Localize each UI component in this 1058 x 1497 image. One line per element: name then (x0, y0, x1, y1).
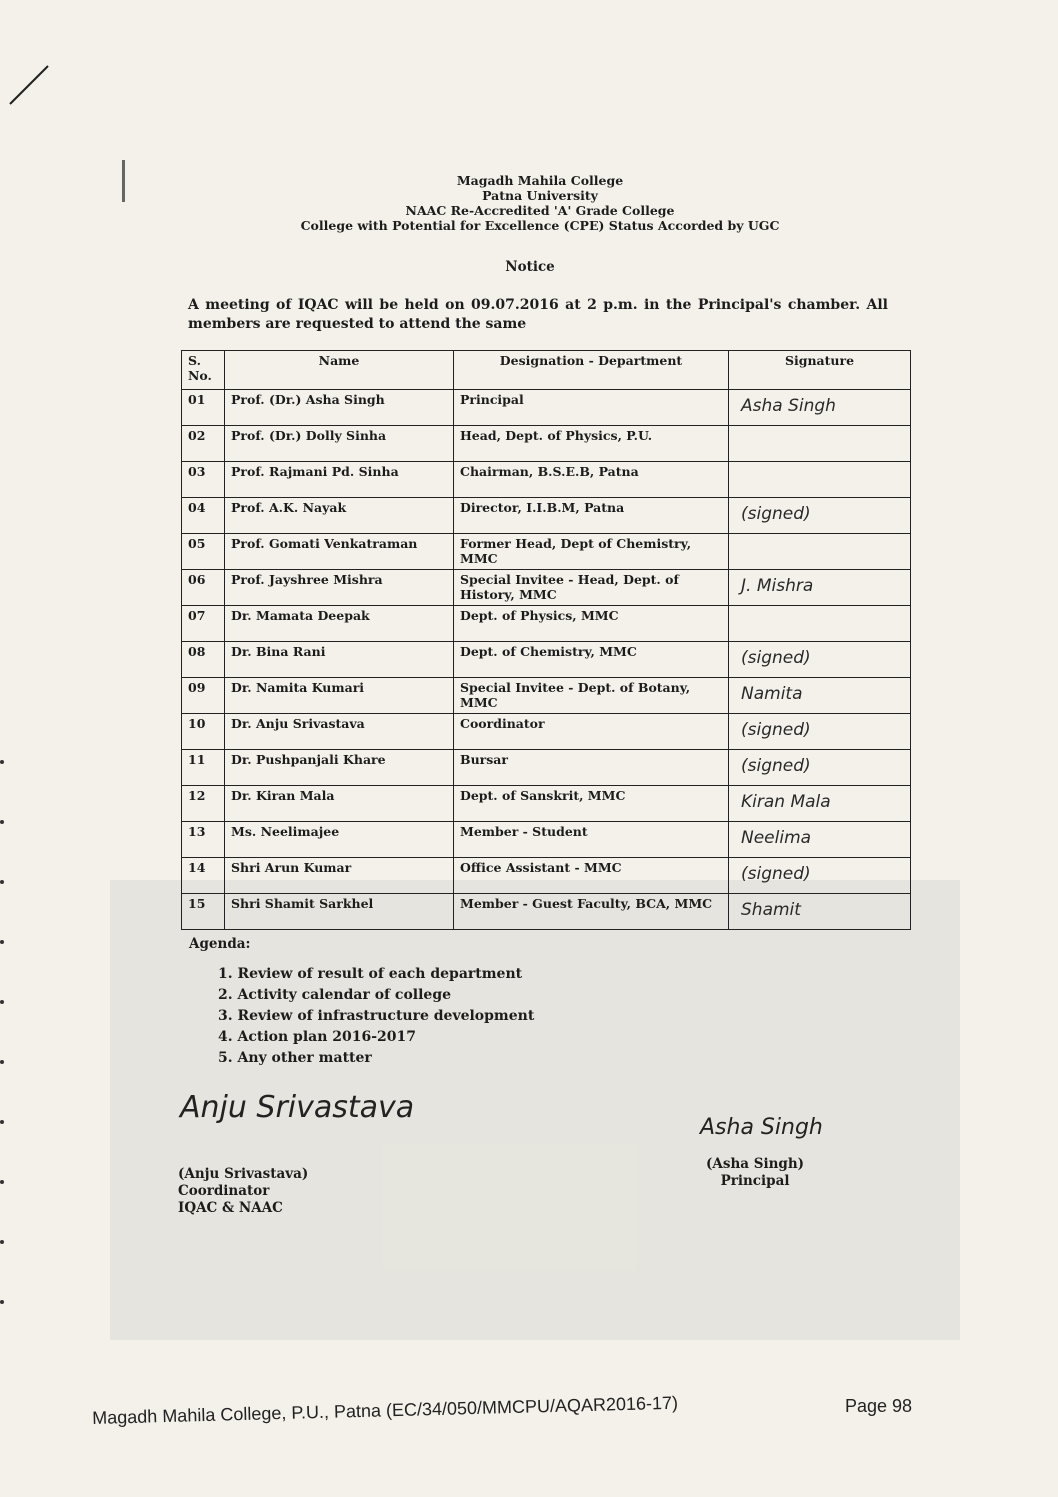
name-cell: Dr. Namita Kumari (225, 678, 454, 714)
signature-cell (729, 858, 911, 894)
serial-no-cell: 05 (182, 534, 225, 570)
name-cell: Prof. A.K. Nayak (225, 498, 454, 534)
signature-cell (729, 498, 911, 534)
table-row (182, 606, 911, 642)
name-cell: Prof. Gomati Venkatraman (225, 534, 454, 570)
agenda-list (218, 964, 534, 1069)
serial-no-cell: 02 (182, 426, 225, 462)
serial-no-cell: 13 (182, 822, 225, 858)
serial-no-cell: 14 (182, 858, 225, 894)
table-row (182, 570, 911, 606)
name-cell: Dr. Anju Srivastava (225, 714, 454, 750)
binding-holes (0, 760, 6, 1380)
designation-cell: Member - Guest Faculty, BCA, MMC (454, 894, 729, 930)
signature-cell (729, 570, 911, 606)
name-cell: Dr. Mamata Deepak (225, 606, 454, 642)
principal-block (706, 1156, 804, 1190)
agenda-item: 5. Any other matter (218, 1050, 372, 1066)
signature-cell (729, 786, 911, 822)
header-line-university: Patna University (482, 188, 598, 203)
serial-no-cell: 09 (182, 678, 225, 714)
designation-cell: Office Assistant - MMC (454, 858, 729, 894)
coordinator-signature: Anju Srivastava (180, 1090, 415, 1125)
pen-stroke-mark (6, 60, 56, 110)
signature-cell (729, 642, 911, 678)
table-row (182, 462, 911, 498)
table-row (182, 678, 911, 714)
notice-title: Notice (505, 259, 555, 275)
name-cell: Shri Arun Kumar (225, 858, 454, 894)
table-header-row (182, 351, 911, 390)
designation-cell: Member - Student (454, 822, 729, 858)
signature-cell (729, 822, 911, 858)
name-cell: Prof. Rajmani Pd. Sinha (225, 462, 454, 498)
designation-cell: Head, Dept. of Physics, P.U. (454, 426, 729, 462)
header-signature: Signature (729, 351, 911, 390)
designation-cell: Dept. of Physics, MMC (454, 606, 729, 642)
page-footer: Magadh Mahila College, P.U., Patna (EC/34/050/MMCPU/AQAR2016-17) (92, 1392, 679, 1428)
name-cell: Dr. Bina Rani (225, 642, 454, 678)
handwritten-signature: (signed) (741, 756, 811, 776)
designation-cell: Special Invitee - Dept. of Botany, MMC (454, 678, 729, 714)
signature-cell (729, 390, 911, 426)
agenda-item: 2. Activity calendar of college (218, 987, 452, 1003)
signature-cell (729, 678, 911, 714)
table-body (182, 390, 911, 930)
college-header (200, 173, 880, 233)
designation-cell: Dept. of Sanskrit, MMC (454, 786, 729, 822)
coordinator-org: IQAC & NAAC (178, 1200, 283, 1216)
handwritten-signature: Asha Singh (741, 396, 836, 416)
table-row (182, 642, 911, 678)
serial-no-cell: 01 (182, 390, 225, 426)
handwritten-signature: Namita (741, 684, 803, 704)
handwritten-signature: Shamit (741, 900, 801, 920)
handwritten-signature: (signed) (741, 648, 811, 668)
serial-no-cell: 11 (182, 750, 225, 786)
agenda-item: 1. Review of result of each department (218, 966, 523, 982)
designation-cell: Dept. of Chemistry, MMC (454, 642, 729, 678)
table-row (182, 390, 911, 426)
designation-cell: Principal (454, 390, 729, 426)
name-cell: Shri Shamit Sarkhel (225, 894, 454, 930)
coordinator-role: Coordinator (178, 1183, 270, 1199)
name-cell: Prof. (Dr.) Asha Singh (225, 390, 454, 426)
attendance-table (181, 350, 911, 930)
serial-no-cell: 07 (182, 606, 225, 642)
designation-cell: Director, I.I.B.M, Patna (454, 498, 729, 534)
handwritten-signature (735, 464, 904, 472)
signature-cell (729, 462, 911, 498)
serial-no-cell: 08 (182, 642, 225, 678)
table-row (182, 894, 911, 930)
serial-no-cell: 04 (182, 498, 225, 534)
table-row (182, 750, 911, 786)
agenda-title: Agenda: (189, 936, 251, 952)
designation-cell: Former Head, Dept of Chemistry, MMC (454, 534, 729, 570)
serial-no-cell: 15 (182, 894, 225, 930)
handwritten-signature: (signed) (741, 720, 811, 740)
serial-no-cell: 12 (182, 786, 225, 822)
serial-no-cell: 03 (182, 462, 225, 498)
designation-cell: Chairman, B.S.E.B, Patna (454, 462, 729, 498)
table-row (182, 822, 911, 858)
table-row (182, 426, 911, 462)
signature-cell (729, 750, 911, 786)
header-name: Name (225, 351, 454, 390)
agenda-item: 4. Action plan 2016-2017 (218, 1029, 417, 1045)
principal-name: (Asha Singh) (706, 1156, 805, 1172)
signature-cell (729, 426, 911, 462)
coordinator-block (178, 1166, 308, 1217)
agenda-item: 3. Review of infrastructure development (218, 1008, 535, 1024)
name-cell: Prof. (Dr.) Dolly Sinha (225, 426, 454, 462)
principal-signature: Asha Singh (700, 1115, 823, 1140)
table-row (182, 714, 911, 750)
designation-cell: Special Invitee - Head, Dept. of History, MMC (454, 570, 729, 606)
handwritten-signature (735, 536, 904, 544)
designation-cell: Coordinator (454, 714, 729, 750)
handwritten-signature: (signed) (741, 504, 811, 524)
header-line-accreditation: NAAC Re-Accredited 'A' Grade College (405, 203, 675, 218)
name-cell: Dr. Kiran Mala (225, 786, 454, 822)
signature-cell (729, 606, 911, 642)
meeting-intro: A meeting of IQAC will be held on 09.07.2016 at 2 p.m. in the Principal's chamber. All members are requested to attend the same (188, 297, 888, 332)
name-cell: Prof. Jayshree Mishra (225, 570, 454, 606)
handwritten-signature (735, 608, 904, 616)
name-cell: Dr. Pushpanjali Khare (225, 750, 454, 786)
header-line-college: Magadh Mahila College (456, 173, 624, 188)
handwritten-signature: Neelima (741, 828, 812, 848)
handwritten-signature (735, 428, 904, 436)
header-designation: Designation - Department (454, 351, 729, 390)
table-row (182, 498, 911, 534)
margin-mark (122, 160, 125, 202)
serial-no-cell: 10 (182, 714, 225, 750)
principal-role: Principal (720, 1173, 790, 1189)
coordinator-name: (Anju Srivastava) (178, 1166, 309, 1182)
signature-cell (729, 714, 911, 750)
designation-cell: Bursar (454, 750, 729, 786)
signature-cell (729, 534, 911, 570)
handwritten-signature: J. Mishra (741, 576, 814, 596)
table-row (182, 858, 911, 894)
handwritten-signature: (signed) (741, 864, 811, 884)
name-cell: Ms. Neelimajee (225, 822, 454, 858)
table-row (182, 786, 911, 822)
header-serial-no: S. No. (182, 351, 225, 390)
handwritten-signature: Kiran Mala (741, 792, 831, 812)
serial-no-cell: 06 (182, 570, 225, 606)
table-row (182, 534, 911, 570)
page-number: Page 98 (845, 1396, 913, 1416)
header-line-cpe-status: College with Potential for Excellence (CPE) Status Accorded by UGC (300, 218, 780, 233)
signature-cell (729, 894, 911, 930)
